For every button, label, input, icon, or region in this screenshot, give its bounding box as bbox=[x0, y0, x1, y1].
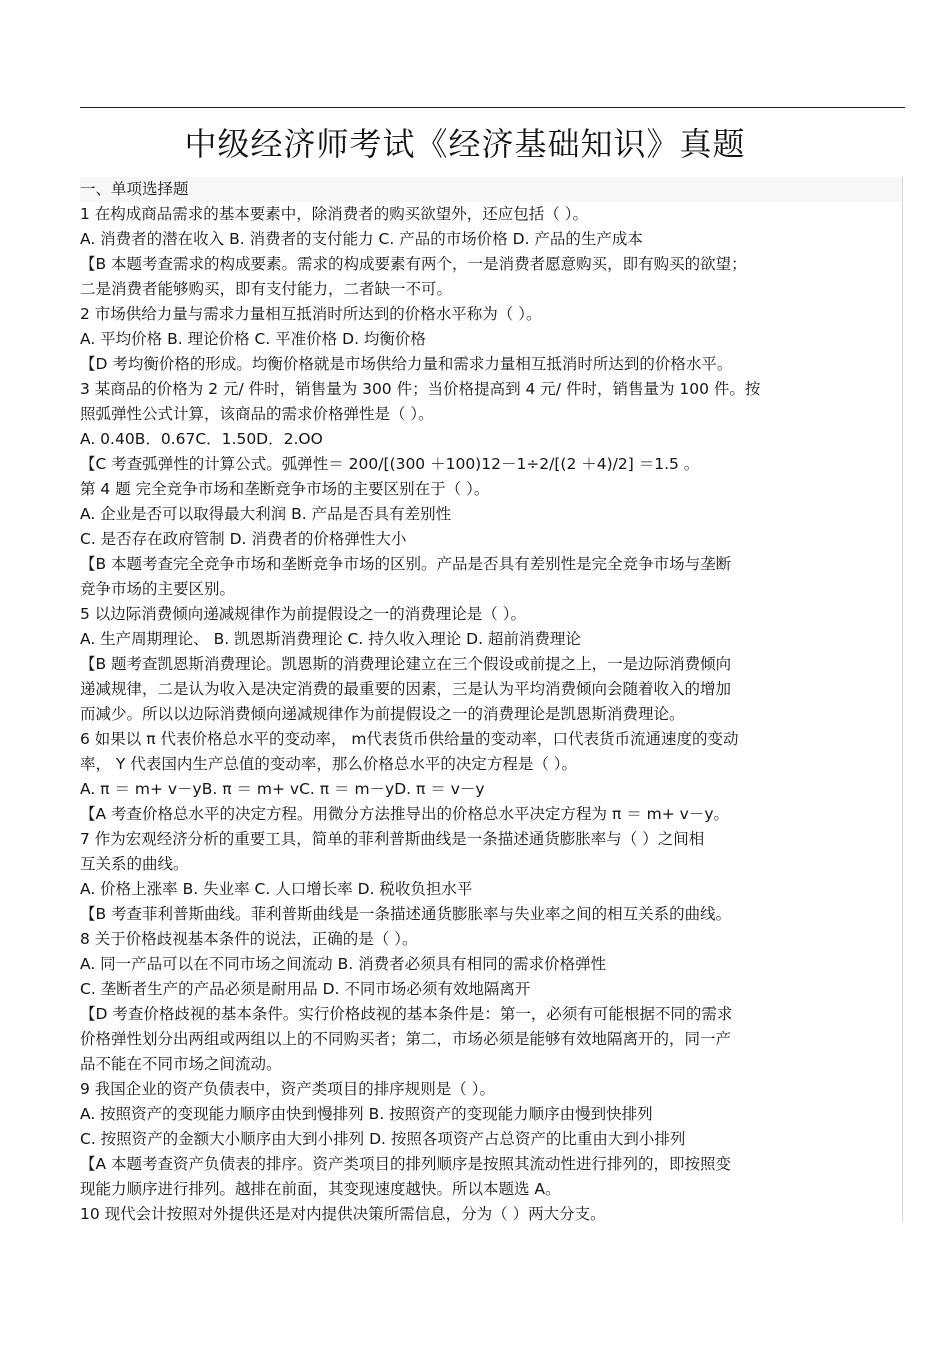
question-3-answer: 【C 考查弧弹性的计算公式。弧弹性＝ 200/[(300 ＋100)12－1÷2/[(2 ＋4)/2] ＝1.5 。 bbox=[80, 455, 700, 473]
question-8-answer-line-2: 价格弹性划分出两组或两组以上的不同购买者；第二，市场必须是能够有效地隔离开的，同一产 bbox=[80, 1030, 732, 1048]
question-1: 1 在构成商品需求的基本要素中，除消费者的购买欲望外，还应包括（ ）。 bbox=[80, 205, 588, 223]
question-1-answer-line-2: 二是消费者能够购买，即有支付能力，二者缺一不可。 bbox=[80, 280, 453, 298]
question-6-line-2: 率， Y 代表国内生产总值的变动率，那么价格总水平的决定方程是（ ）。 bbox=[80, 755, 578, 773]
question-5-answer-line-3: 而减少。所以以边际消费倾向递减规律作为前提假设之一的消费理论是凯恩斯消费理论。 bbox=[80, 705, 685, 723]
question-7-line-1: 7 作为宏观经济分析的重要工具，简单的菲利普斯曲线是一条描述通货膨胀率与（ ）之间相 bbox=[80, 830, 705, 848]
question-4-options-line-1: A. 企业是否可以取得最大利润 B. 产品是否具有差别性 bbox=[80, 505, 452, 523]
question-3-options: A. 0.40B．0.67C．1.50D．2.OO bbox=[80, 430, 323, 448]
section-heading: 一、单项选择题 bbox=[80, 177, 902, 202]
question-5-answer-line-1: 【B 题考查凯恩斯消费理论。凯恩斯的消费理论建立在三个假设或前提之上，一是边际消费倾向 bbox=[80, 655, 732, 673]
question-4-answer-line-1: 【B 本题考查完全竞争市场和垄断竞争市场的区别。产品是否具有差别性是完全竞争市场与垄断 bbox=[80, 555, 732, 573]
question-6-answer: 【A 考查价格总水平的决定方程。用微分方法推导出的价格总水平决定方程为 π ＝ m+ v－y。 bbox=[80, 805, 730, 823]
question-2-options: A. 平均价格 B. 理论价格 C. 平准价格 D. 均衡价格 bbox=[80, 330, 426, 348]
question-3-line-2: 照弧弹性公式计算，该商品的需求价格弹性是（ ）。 bbox=[80, 405, 434, 423]
question-1-options: A. 消费者的潜在收入 B. 消费者的支付能力 C. 产品的市场价格 D. 产品的生产成本 bbox=[80, 230, 643, 248]
question-9-options-line-2: C. 按照资产的金额大小顺序由大到小排列 D. 按照各项资产占总资产的比重由大到小排列 bbox=[80, 1130, 686, 1148]
question-3-line-1: 3 某商品的价格为 2 元/ 件时，销售量为 300 件；当价格提高到 4 元/ 件时，销售量为 100 件。按 bbox=[80, 380, 761, 398]
question-10: 10 现代会计按照对外提供还是对内提供决策所需信息，分为（ ）两大分支。 bbox=[80, 1205, 606, 1223]
question-5-answer-line-2: 递减规律，二是认为收入是决定消费的最重要的因素，三是认为平均消费倾向会随着收入的增加 bbox=[80, 680, 732, 698]
question-9-answer-line-2: 现能力顺序进行排列。越排在前面，其变现速度越快。所以本题选 A。 bbox=[80, 1180, 561, 1198]
question-4-answer-line-2: 竞争市场的主要区别。 bbox=[80, 580, 236, 598]
question-4: 第 4 题 完全竞争市场和垄断竞争市场的主要区别在于（ ）。 bbox=[80, 480, 490, 498]
document-body bbox=[80, 177, 903, 1222]
question-6-options: A. π ＝ m+ v－yB. π ＝ m+ vC. π ＝ m－yD. π ＝ v－y bbox=[80, 780, 485, 798]
question-2: 2 市场供给力量与需求力量相互抵消时所达到的价格水平称为（ ）。 bbox=[80, 305, 542, 323]
question-5: 5 以边际消费倾向递减规律作为前提假设之一的消费理论是（ ）。 bbox=[80, 605, 526, 623]
top-rule bbox=[80, 107, 905, 108]
question-9-options-line-1: A. 按照资产的变现能力顺序由快到慢排列 B. 按照资产的变现能力顺序由慢到快排列 bbox=[80, 1105, 653, 1123]
document-title: 中级经济师考试《经济基础知识》真题 bbox=[184, 125, 746, 163]
question-4-options-line-2: C. 是否存在政府管制 D. 消费者的价格弹性大小 bbox=[80, 530, 407, 548]
question-8: 8 关于价格歧视基本条件的说法，正确的是（ ）。 bbox=[80, 930, 418, 948]
question-6-line-1: 6 如果以 π 代表价格总水平的变动率， m代表货币供给量的变动率，口代表货币流通速度的变动 bbox=[80, 730, 739, 748]
question-2-answer: 【D 考均衡价格的形成。均衡价格就是市场供给力量和需求力量相互抵消时所达到的价格水平。 bbox=[80, 355, 733, 373]
question-8-options-line-1: A. 同一产品可以在不同市场之间流动 B. 消费者必须具有相同的需求价格弹性 bbox=[80, 955, 607, 973]
question-7-line-2: 互关系的曲线。 bbox=[80, 855, 189, 873]
question-8-answer-line-3: 品不能在不同市场之间流动。 bbox=[80, 1055, 282, 1073]
question-9: 9 我国企业的资产负债表中，资产类项目的排序规则是（ ）。 bbox=[80, 1080, 495, 1098]
question-8-options-line-2: C. 垄断者生产的产品必须是耐用品 D. 不同市场必须有效地隔离开 bbox=[80, 980, 531, 998]
question-9-answer-line-1: 【A 本题考查资产负债表的排序。资产类项目的排列顺序是按照其流动性进行排列的，即按照变 bbox=[80, 1155, 732, 1173]
question-7-options: A. 价格上涨率 B. 失业率 C. 人口增长率 D. 税收负担水平 bbox=[80, 880, 473, 898]
question-8-answer-line-1: 【D 考查价格歧视的基本条件。实行价格歧视的基本条件是：第一，必须有可能根据不同的需求 bbox=[80, 1005, 733, 1023]
question-7-answer: 【B 考查菲利普斯曲线。菲利普斯曲线是一条描述通货膨胀率与失业率之间的相互关系的曲线。 bbox=[80, 905, 732, 923]
question-5-options: A. 生产周期理论、 B. 凯恩斯消费理论 C. 持久收入理论 D. 超前消费理论 bbox=[80, 630, 581, 648]
question-1-answer-line-1: 【B 本题考查需求的构成要素。需求的构成要素有两个，一是消费者愿意购买，即有购买的欲望； bbox=[80, 255, 747, 273]
